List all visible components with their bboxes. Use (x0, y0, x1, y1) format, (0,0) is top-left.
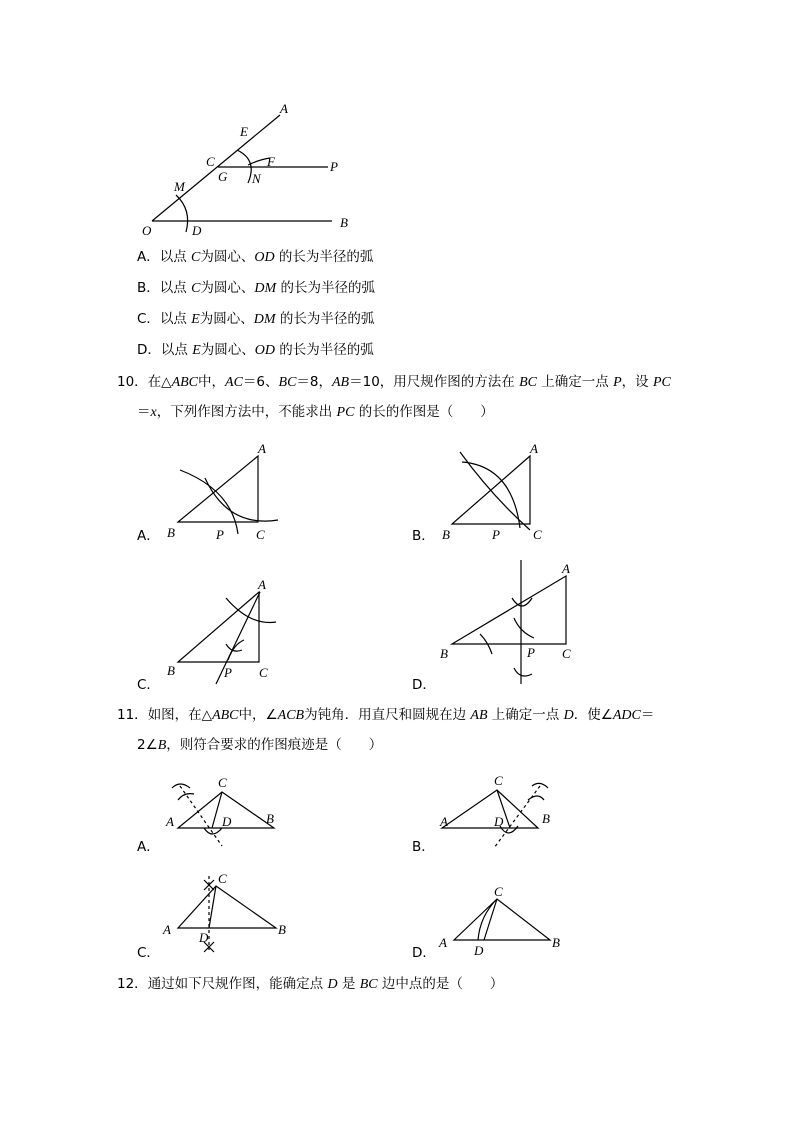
q11a-label-B: B (266, 811, 274, 826)
q11d-label-D: D (474, 943, 484, 958)
q10d-label-B: B (440, 646, 448, 661)
q11d-arc (478, 899, 497, 940)
q9-label-F: F (267, 154, 275, 169)
q10a-label-A: A (258, 441, 266, 456)
q11-stem-line1: 11．如图，在△ABC中，∠ACB为钝角．用直尺和圆规在边 AB 上确定一点 D．使∠ADC＝ (117, 707, 655, 723)
q11c-label-B: B (278, 922, 286, 937)
q11b-arc-2 (528, 796, 544, 800)
q10b-label-B: B (442, 527, 450, 542)
q9-label-O: O (142, 223, 152, 238)
q11b-label-B: B (542, 811, 550, 826)
q11b-label-D: D (494, 814, 504, 829)
q11d-label-A: A (439, 935, 447, 950)
q10b-label-P: P (492, 527, 500, 542)
q9-option-d: D．以点 E为圆心、OD 的长为半径的弧 (137, 342, 374, 358)
q10c-label-P: P (224, 665, 232, 680)
q10d-label-A: A (562, 561, 570, 576)
q9-option-a: A．以点 C为圆心、OD 的长为半径的弧 (137, 249, 374, 265)
q9-label-D: D (192, 223, 202, 238)
q9-label-A: A (280, 101, 288, 116)
q11-option-d-letter: D． (412, 945, 436, 961)
q11-option-c-letter: C． (137, 945, 160, 961)
q11d-label-C: C (494, 884, 503, 899)
q10d-label-C: C (562, 646, 571, 661)
q11d-label-B: B (552, 935, 560, 950)
q10-option-d-letter: D． (412, 677, 436, 693)
q10-option-c-letter: C． (137, 677, 160, 693)
q9-label-N: N (252, 171, 261, 186)
q10d-label-P: P (527, 645, 535, 660)
q10a-label-C: C (256, 527, 265, 542)
q11b-label-A: A (440, 814, 448, 829)
q10c-label-C: C (259, 665, 268, 680)
q9-option-c: C．以点 E为圆心、DM 的长为半径的弧 (137, 311, 375, 327)
q10-option-b-letter: B． (412, 528, 435, 544)
q10-option-a-letter: A． (137, 528, 160, 544)
q10-stem-line1: 10．在△ABC中，AC＝6、BC＝8，AB＝10，用尺规作图的方法在 BC 上确定一点 P，设 PC (117, 374, 671, 390)
q10c-label-A: A (258, 577, 266, 592)
q11a-label-C: C (218, 775, 227, 790)
q10a-label-P: P (216, 527, 224, 542)
q10b-label-A: A (530, 441, 538, 456)
q9-label-P: P (330, 159, 338, 174)
q12-stem: 12．通过如下尺规作图，能确定点 D 是 BC 边中点的是（ ） (117, 976, 504, 992)
q11b-triangle (442, 790, 538, 828)
q10-stem-line2: ＝x，下列作图方法中，不能求出 PC 的长的作图是（ ） (137, 404, 494, 420)
q11-option-a-letter: A． (137, 839, 160, 855)
q11c-label-A: A (163, 922, 171, 937)
q11-stem-line2: 2∠B，则符合要求的作图痕迹是（ ） (137, 737, 383, 753)
q9-option-b: B．以点 C为圆心、DM 的长为半径的弧 (137, 280, 375, 296)
q11a-label-A: A (166, 814, 174, 829)
q9-label-G: G (218, 169, 228, 184)
q9-label-E: E (240, 124, 248, 139)
q9-label-B: B (340, 215, 348, 230)
q11c-label-D: D (199, 930, 209, 945)
q11-option-b-letter: B． (412, 839, 435, 855)
q10c-label-B: B (167, 663, 175, 678)
q11d-triangle (454, 899, 550, 940)
q11b-label-C: C (494, 773, 503, 788)
q11a-CD (212, 792, 222, 828)
q9-label-C: C (206, 154, 215, 169)
q10b-label-C: C (533, 527, 542, 542)
q11a-label-D: D (222, 814, 232, 829)
q10a-label-B: B (167, 525, 175, 540)
q9-label-M: M (174, 179, 185, 194)
q11c-label-C: C (218, 871, 227, 886)
q11a-arc-3 (204, 828, 222, 834)
q11c-triangle (178, 886, 276, 928)
q11b-arc-1 (532, 783, 548, 788)
q11a-arc-2 (178, 794, 194, 800)
